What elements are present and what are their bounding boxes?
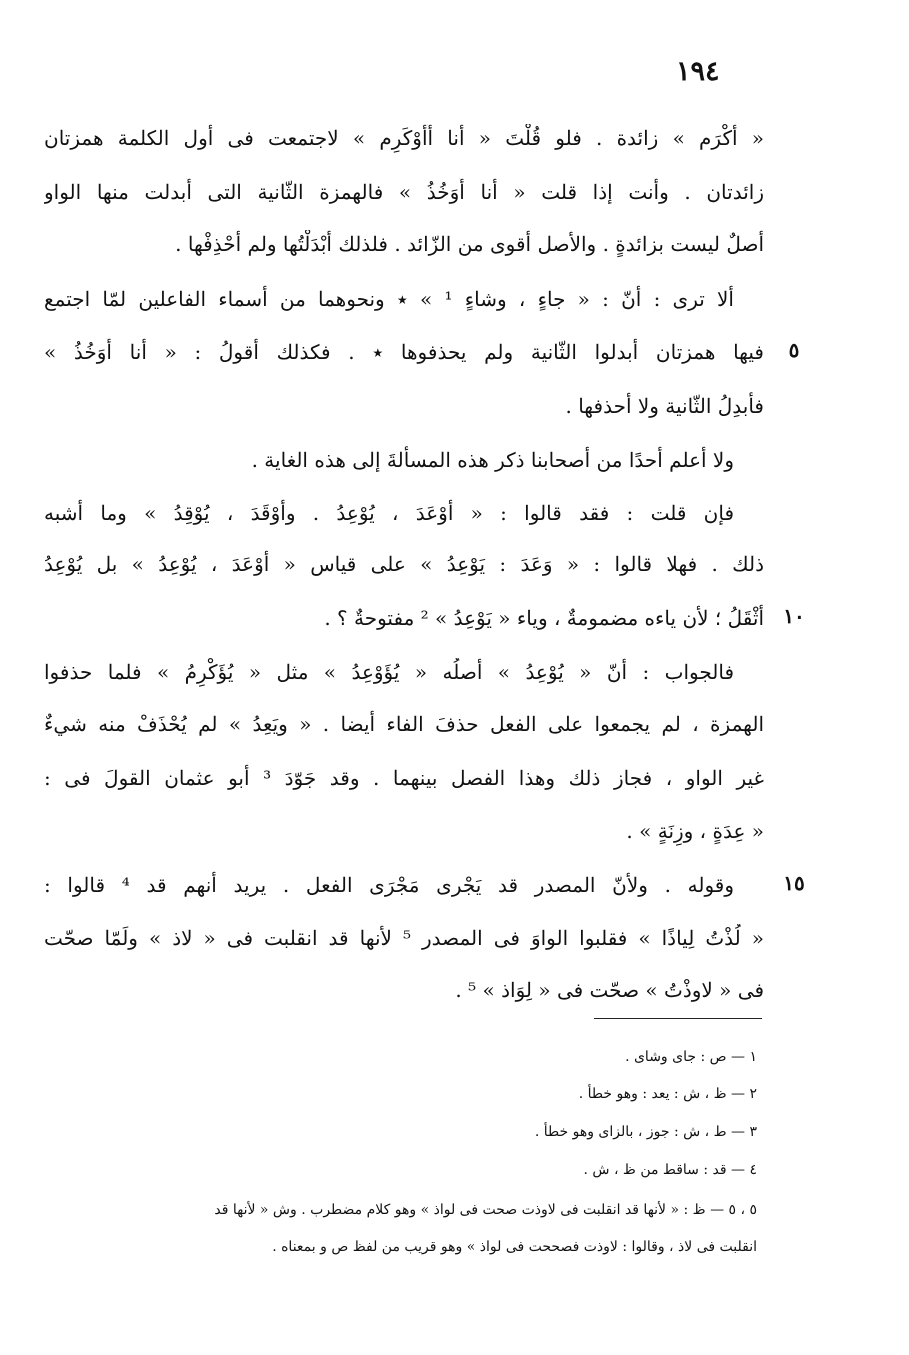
line-number-marker: ١٠ xyxy=(783,604,805,628)
text-line: الهمزة ، لم يجمعوا على الفعل حذفَ الفاء أيضا . « ويَعِدُ » لم يُحْذَفْ منه شيءٌ xyxy=(44,712,764,736)
text-line: ذلك . فهلا قالوا : « وَعَدَ : يَوْعِدُ » على قياس « أوْعَدَ ، يُوْعِدُ » بل يُوْعِدُ xyxy=(44,552,764,576)
footnote-separator xyxy=(594,1018,762,1019)
page-number: ١٩٤ xyxy=(676,56,720,87)
text-line: فيها همزتان أبدلوا الثّانية ولم يحذفوها ٭ . فكذلك أقولُ : « أنا أُوَخُذُ » xyxy=(44,340,764,364)
text-line: أثْقَلُ ؛ لأن ياءه مضمومةٌ ، وياء « يَوْعِدُ » ² مفتوحةٌ ؟ . xyxy=(324,606,764,630)
text-line: ولا أعلم أحدًا من أصحابنا ذكر هذه المسألةَ إلى هذه الغاية . xyxy=(251,448,734,472)
text-line: فإن قلت : فقد قالوا : « أوْعَدَ ، يُوْعِدُ . وأوْقَدَ ، يُوْقِدُ » وما أشبه xyxy=(44,501,734,525)
text-line: « لُذْتُ لِياذًا » فقلبوا الواوَ فى المصدر ⁵ لأنها قد انقلبت فى « لاذ » ولَمّا صحّت xyxy=(44,926,764,950)
footnote: انقلبت فى لاذ ، وقالوا : لاوذت فصححت فى لواذ » وهو قريب من لفظ ص و بمعناه . xyxy=(272,1239,757,1255)
footnote: ٤ — قد : ساقط من ظ ، ش . xyxy=(583,1162,757,1178)
footnote: ٢ — ظ ، ش : يعد : وهو خطأ . xyxy=(578,1086,757,1102)
footnote: ١ — ص : جاى وشاى . xyxy=(625,1049,757,1065)
text-line: فالجواب : أنّ « يُوْعِدُ » أصلُه « يُؤَوْعِدُ » مثل « يُؤَكْرِمُ » فلما حذفوا xyxy=(44,660,734,684)
line-number-marker: ١٥ xyxy=(783,871,805,895)
text-line: زائدتان . وأنت إذا قلت « أنا أُوَخُذُ » فالهمزة الثّانية التى أُبدلت منها الواو xyxy=(44,180,764,204)
text-line: أصلٌ ليست بزائدةٍ . والأصل أقوى من الزّائد . فلذلك أبْدَلْتُها ولم أحْذِفْها . xyxy=(175,232,764,256)
text-line: « أكْرَم » زائدة . فلو قُلْتَ « أنا أُأَوْكَرِم » لاجتمعت فى أول الكلمة همزتان xyxy=(44,126,764,150)
text-line: فأبدِلُ الثّانية ولا أحذفها . xyxy=(565,394,764,418)
text-line: ألا ترى : أنّ : « جاءٍ ، وشاءٍ ¹ » ٭ ونحوهما من أسماء الفاعلين لمّا اجتمع xyxy=(44,287,734,311)
line-number-marker: ٥ xyxy=(788,338,800,362)
footnote: ٥ ، ٥ — ظ : « لأنها قد انقلبت فى لاوذت صحت فى لواذ » وهو كلام مضطرب . وش « لأنها قد xyxy=(214,1202,757,1218)
text-line: وقوله . ولأنّ المصدر قد يَجْرى مَجْرَى الفعل . يريد أنهم قد ⁴ قالوا : xyxy=(44,873,734,897)
footnote: ٣ — ط ، ش : جوز ، بالزاى وهو خطأ . xyxy=(534,1124,757,1140)
text-line: غير الواو ، فجاز ذلك وهذا الفصل بينهما . وقد جَوّدَ ³ أبو عثمان القولَ فى : xyxy=(44,766,764,790)
text-line: فى « لاوذْتُ » صحّت فى « لِوَاذ » ⁵ . xyxy=(455,978,764,1002)
text-line: « عِدَةٍ ، وزِنَةٍ » . xyxy=(626,819,764,843)
